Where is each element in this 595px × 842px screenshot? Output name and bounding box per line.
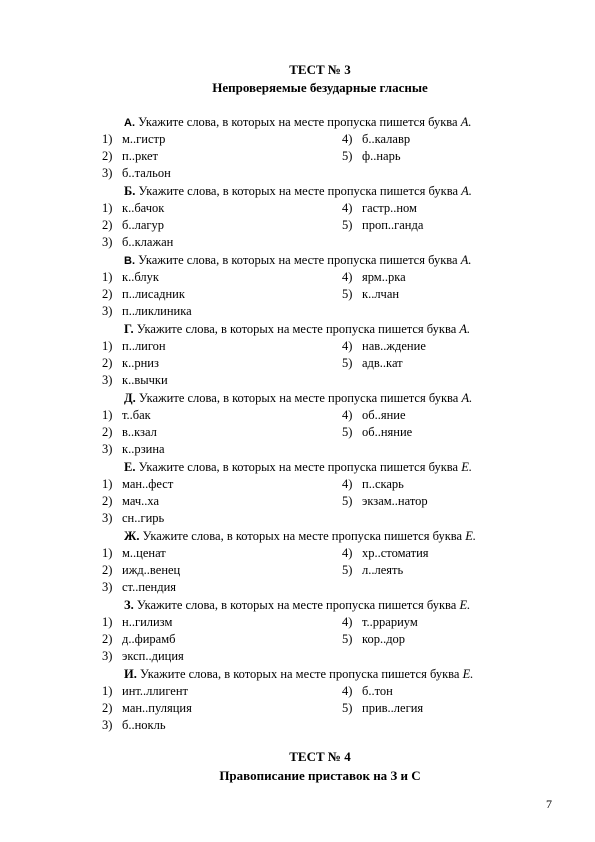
option-word: к..бачок (122, 201, 165, 215)
answer-option (342, 424, 412, 441)
answer-option (102, 286, 185, 303)
task-letter: З. (124, 598, 134, 612)
instruction-text: Укажите слова, в которых на месте пропуска пишется буква (133, 598, 460, 612)
answer-option (342, 269, 406, 286)
option-word: к..рзина (122, 442, 165, 456)
answer-option (102, 165, 171, 182)
answer-option (342, 217, 423, 234)
answer-option (102, 579, 176, 596)
task-instruction (124, 459, 472, 476)
option-number: 3) (102, 511, 113, 525)
option-number: 5) (342, 632, 353, 646)
answer-option (342, 493, 428, 510)
option-number: 2) (102, 218, 113, 232)
task-instruction (124, 321, 470, 338)
task-letter: Е. (124, 460, 136, 474)
option-number: 2) (102, 494, 113, 508)
option-word: б..тальон (122, 166, 171, 180)
option-number: 3) (102, 649, 113, 663)
option-word: кор..дор (362, 632, 406, 646)
option-word: б..калавр (362, 132, 411, 146)
option-word: сн..гирь (122, 511, 165, 525)
option-word: адв..кат (362, 356, 403, 370)
instruction-text: Укажите слова, в которых на месте пропуска пишется буква (133, 322, 460, 336)
option-number: 2) (102, 563, 113, 577)
option-word: п..ркет (122, 149, 158, 163)
answer-option (102, 355, 159, 372)
task-letter: Б. (124, 184, 136, 198)
answer-option (102, 148, 158, 165)
option-word: ман..фест (122, 477, 174, 491)
answer-option (102, 234, 173, 251)
option-number: 1) (102, 270, 113, 284)
option-word: м..гистр (122, 132, 166, 146)
task-letter: Г. (124, 322, 134, 336)
option-word: ф..нарь (362, 149, 401, 163)
answer-option (342, 200, 417, 217)
answer-option (102, 700, 192, 717)
answer-option (102, 545, 166, 562)
target-letter: Е. (462, 667, 474, 681)
instruction-text: Укажите слова, в которых на месте пропуска пишется буква (135, 460, 462, 474)
task-instruction (124, 390, 472, 407)
target-letter: Е. (461, 460, 472, 474)
answer-option (342, 631, 405, 648)
option-word: хр..стоматия (362, 546, 429, 560)
option-word: ижд..венец (122, 563, 181, 577)
option-number: 3) (102, 442, 113, 456)
option-word: д..фирамб (122, 632, 176, 646)
target-letter: А. (460, 115, 472, 129)
option-word: мач..ха (122, 494, 160, 508)
task-letter: В. (124, 255, 135, 267)
option-number: 5) (342, 563, 353, 577)
option-number: 3) (102, 166, 113, 180)
target-letter: А. (460, 253, 472, 267)
option-number: 4) (342, 270, 353, 284)
option-number: 2) (102, 287, 113, 301)
option-word: б..нокль (122, 718, 166, 732)
task-letter: Д. (124, 391, 136, 405)
option-word: п..лисадник (122, 287, 185, 301)
option-word: к..рниз (122, 356, 159, 370)
option-word: п..скарь (362, 477, 404, 491)
option-number: 4) (342, 684, 353, 698)
option-word: ярм..рка (362, 270, 406, 284)
option-word: нав..ждение (362, 339, 426, 353)
answer-option (102, 441, 165, 458)
test3-subtitle: Непроверяемые безударные гласные (212, 80, 428, 95)
option-number: 5) (342, 218, 353, 232)
answer-option (102, 407, 151, 424)
option-number: 5) (342, 149, 353, 163)
option-number: 2) (102, 356, 113, 370)
option-word: экзам..натор (362, 494, 428, 508)
target-letter: А. (461, 391, 473, 405)
option-number: 3) (102, 235, 113, 249)
instruction-text: Укажите слова, в которых на месте пропуска пишется буква (136, 667, 463, 681)
option-word: т..ррариум (362, 615, 418, 629)
option-number: 4) (342, 546, 353, 560)
instruction-text: Укажите слова, в которых на месте пропуска пишется буква (135, 184, 462, 198)
answer-option (342, 476, 404, 493)
option-number: 4) (342, 477, 353, 491)
answer-option (102, 303, 192, 320)
answer-option (342, 407, 406, 424)
answer-option (102, 338, 166, 355)
option-number: 3) (102, 373, 113, 387)
target-letter: Е. (465, 529, 476, 543)
option-word: гастр..ном (362, 201, 417, 215)
answer-option (342, 148, 401, 165)
option-word: н..гилизм (122, 615, 173, 629)
answer-option (102, 631, 175, 648)
option-word: п..лигон (122, 339, 166, 353)
option-word: об..няние (362, 425, 413, 439)
option-number: 2) (102, 632, 113, 646)
test4-subtitle: Правописание приставок на З и С (219, 768, 421, 783)
task-instruction (124, 666, 473, 683)
answer-option (102, 200, 164, 217)
answer-option (342, 131, 410, 148)
instruction-text: Укажите слова, в которых на месте пропуска пишется буква (135, 391, 462, 405)
answer-option (102, 217, 164, 234)
answer-option (342, 545, 429, 562)
answer-option (102, 717, 166, 734)
answer-option (102, 648, 184, 665)
answer-option (342, 562, 403, 579)
task-letter: Ж. (124, 529, 140, 543)
option-number: 2) (102, 425, 113, 439)
option-number: 5) (342, 287, 353, 301)
option-word: инт..ллигент (122, 684, 188, 698)
option-word: б..клажан (122, 235, 174, 249)
answer-option (102, 131, 165, 148)
option-number: 4) (342, 615, 353, 629)
option-word: прив..легия (362, 701, 424, 715)
answer-option (102, 372, 168, 389)
target-letter: Е. (459, 598, 471, 612)
target-letter: А. (461, 184, 472, 198)
option-word: к..вычки (122, 373, 168, 387)
option-word: об..яние (362, 408, 406, 422)
option-number: 4) (342, 132, 353, 146)
answer-option (342, 614, 418, 631)
task-instruction (124, 114, 472, 131)
test3-title: ТЕСТ № 3 (289, 62, 351, 77)
option-number: 1) (102, 684, 113, 698)
task-letter: И. (124, 667, 137, 681)
option-number: 1) (102, 201, 113, 215)
option-word: б..лагур (122, 218, 165, 232)
option-number: 5) (342, 425, 353, 439)
option-number: 5) (342, 356, 353, 370)
option-number: 1) (102, 132, 113, 146)
answer-option (102, 562, 180, 579)
answer-option (342, 286, 399, 303)
task-letter: А. (124, 117, 135, 129)
instruction-text: Укажите слова, в которых на месте пропуска пишется буква (135, 115, 461, 129)
task-instruction (124, 528, 476, 545)
option-number: 1) (102, 615, 113, 629)
option-number: 1) (102, 408, 113, 422)
option-number: 4) (342, 201, 353, 215)
option-word: ман..пуляция (122, 701, 192, 715)
option-number: 4) (342, 408, 353, 422)
answer-option (342, 355, 403, 372)
option-word: проп..ганда (362, 218, 424, 232)
answer-option (342, 700, 423, 717)
option-number: 1) (102, 546, 113, 560)
target-letter: А. (459, 322, 471, 336)
option-number: 5) (342, 701, 353, 715)
answer-option (102, 683, 188, 700)
instruction-text: Укажите слова, в которых на месте пропуска пишется буква (139, 529, 466, 543)
option-number: 1) (102, 339, 113, 353)
answer-option (102, 614, 172, 631)
option-number: 1) (102, 477, 113, 491)
answer-option (102, 493, 159, 510)
option-number: 4) (342, 339, 353, 353)
task-instruction (124, 183, 472, 200)
answer-option (342, 338, 426, 355)
option-word: л..леять (362, 563, 404, 577)
option-number: 2) (102, 149, 113, 163)
option-number: 3) (102, 580, 113, 594)
option-number: 2) (102, 701, 113, 715)
answer-option (102, 476, 173, 493)
option-word: ст..пендия (122, 580, 177, 594)
option-word: п..ликлиника (122, 304, 192, 318)
page-number: 7 (546, 797, 552, 811)
option-word: к..лчан (362, 287, 400, 301)
answer-option (342, 683, 393, 700)
task-instruction (124, 252, 472, 269)
option-word: к..блук (122, 270, 159, 284)
option-number: 5) (342, 494, 353, 508)
option-word: т..бак (122, 408, 151, 422)
answer-option (102, 510, 164, 527)
instruction-text: Укажите слова, в которых на месте пропуска пишется буква (135, 253, 461, 267)
option-word: в..кзал (122, 425, 157, 439)
task-instruction (124, 597, 470, 614)
option-word: б..тон (362, 684, 393, 698)
option-word: м..ценат (122, 546, 166, 560)
option-word: эксп..диция (122, 649, 184, 663)
answer-option (102, 424, 157, 441)
option-number: 3) (102, 718, 113, 732)
answer-option (102, 269, 159, 286)
option-number: 3) (102, 304, 113, 318)
test4-title: ТЕСТ № 4 (289, 749, 351, 764)
